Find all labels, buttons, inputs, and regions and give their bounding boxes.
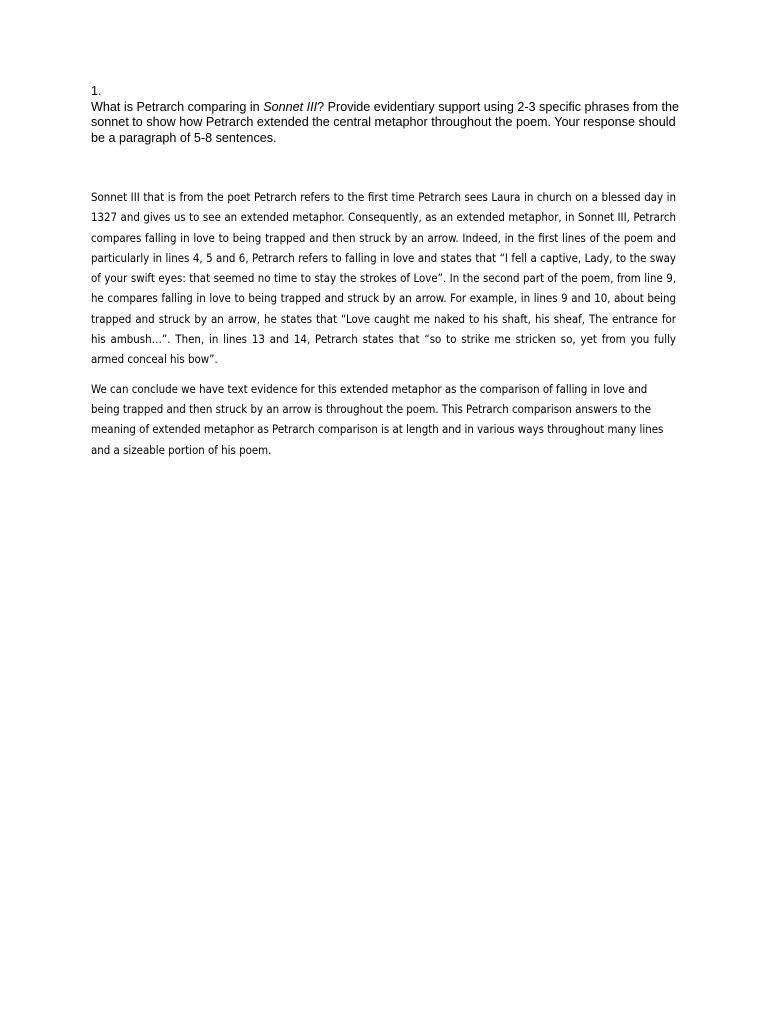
answer-block [91, 187, 676, 469]
question-block [91, 84, 691, 146]
answer-paragraph-1: Sonnet III that is from the poet Petrarch refers to the first time Petrarch sees Laura in church on a blessed day in 1327 and gives us to see an extended metaphor. Consequently, as an extended metaphor, in Sonnet III, Petrarch compares falling in love to being trapped and then struck by an arrow. Indeed, in the first lines of the poem and particularly in lines 4, 5 and 6, Petrarch refers to falling in love and states that “I fell a captive, Lady, to the sway of your swift eyes: that seemed no time to stay the strokes of Love”. In the second part of the poem, from line 9, he compares falling in love to being trapped and struck by an arrow. For example, in lines 9 and 10, about being trapped and struck by an arrow, he states that “Love caught me naked to his shaft, his sheaf, The entrance for his ambush…”. Then, in lines 13 and 14, Petrarch states that “so to strike me stricken so, yet from you fully armed conceal his bow”. [91, 190, 676, 367]
answer-paragraph-2: We can conclude we have text evidence for this extended metaphor as the comparison of falling in love and being trapped and then struck by an arrow is throughout the poem. This Petrarch comparison answers to the meaning of extended metaphor as Petrarch comparison is at length and in various ways throughout many lines and a sizeable portion of his poem. [91, 381, 664, 457]
question-number: 1. [91, 84, 102, 98]
question-text-start: What is Petrarch comparing in [91, 99, 264, 114]
question-text-end: ? Provide evidentiary support using 2-3 specific phrases from the sonnet to show how Petrarch extended the central metaphor throughout the poem. Your response should be a paragraph of 5-8 sentences. [91, 99, 680, 145]
sonnet-title: Sonnet III [263, 99, 318, 114]
